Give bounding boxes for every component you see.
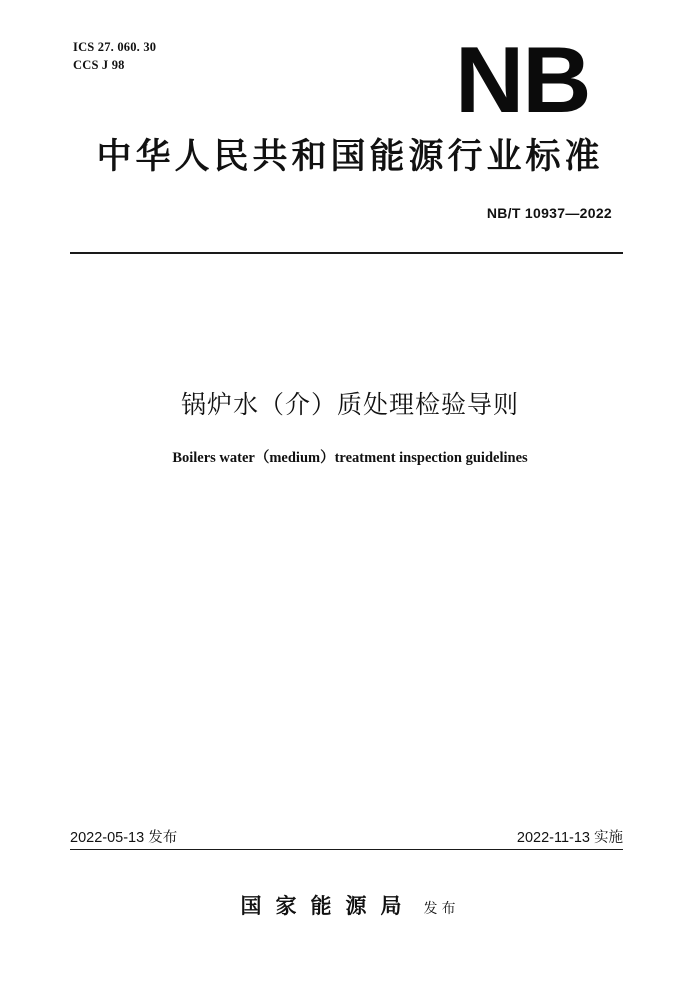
top-divider — [70, 252, 623, 254]
issuer-line — [0, 890, 700, 920]
classification-codes — [73, 38, 156, 74]
ics-code: ICS 27. 060. 30 — [73, 40, 157, 54]
nb-logo: NB — [455, 27, 590, 132]
ccs-code: CCS J 98 — [73, 58, 125, 72]
standard-number: NB/T 10937—2022 — [486, 205, 612, 221]
issue-date: 2022-05-13 发布 — [70, 830, 178, 846]
standard-category-title: 中华人民共和国能源行业标准 — [96, 136, 604, 177]
bottom-divider — [70, 849, 623, 850]
document-title-english: Boilers water（medium）treatment inspection guidelines — [172, 450, 528, 466]
issuing-agency: 国家能源局 — [240, 893, 416, 918]
effective-date: 2022-11-13 实施 — [516, 830, 623, 846]
document-title-chinese: 锅炉水（介）质处理检验导则 — [180, 390, 519, 419]
issue-verb: 发布 — [423, 901, 460, 917]
